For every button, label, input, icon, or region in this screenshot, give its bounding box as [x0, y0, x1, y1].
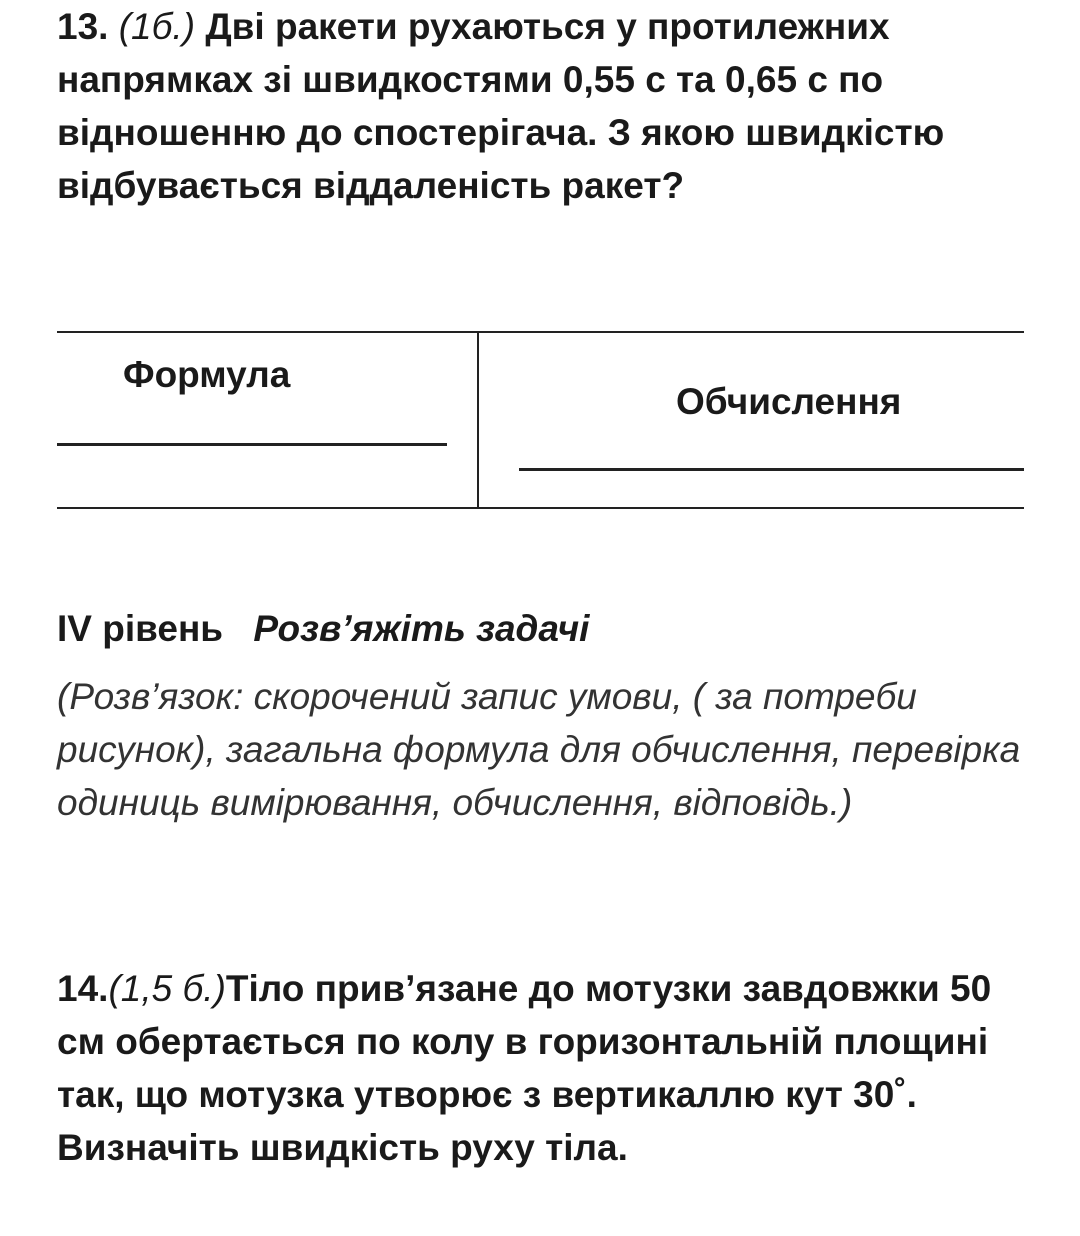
calculation-answer-line — [519, 468, 1024, 471]
question-14-points: (1,5 б.) — [108, 968, 226, 1009]
question-14 — [57, 962, 1040, 1174]
level-title: IV рівень — [57, 608, 224, 649]
question-14-text: Тіло прив’язане до мотузки завдовжки 50 см обертається по колу в горизонтальній площині так, що мотузка утворює з вертикаллю кут 30˚. Визначіть швидкість руху тіла. — [57, 968, 992, 1168]
table-header-calculation: Обчислення — [676, 381, 902, 422]
table-bottom-border — [57, 507, 1024, 509]
question-13-text: Дві ракети рухаються у протилежних напрямках зі швидкостями 0,55 с та 0,65 с по відношенню до спостерігача. З якою швидкістю відбувається віддаленість ракет? — [57, 6, 945, 206]
table-header-formula: Формула — [123, 354, 291, 395]
formula-answer-line — [57, 443, 447, 446]
question-13-points: (1б.) — [118, 6, 196, 47]
level-subtitle: Розв’яжіть задачі — [253, 608, 590, 649]
table-top-border — [57, 331, 1024, 333]
level-heading — [57, 604, 1040, 654]
question-14-number: 14. — [57, 968, 109, 1009]
question-13 — [57, 0, 1040, 212]
question-13-number: 13. — [57, 6, 109, 47]
solution-instructions: (Розв’язок: скорочений запис умови, ( за потреби рисунок), загальна формула для обчислення, перевірка одиниць вимірювання, обчислення, відповідь.) — [57, 676, 1021, 823]
table-column-divider — [477, 331, 479, 509]
